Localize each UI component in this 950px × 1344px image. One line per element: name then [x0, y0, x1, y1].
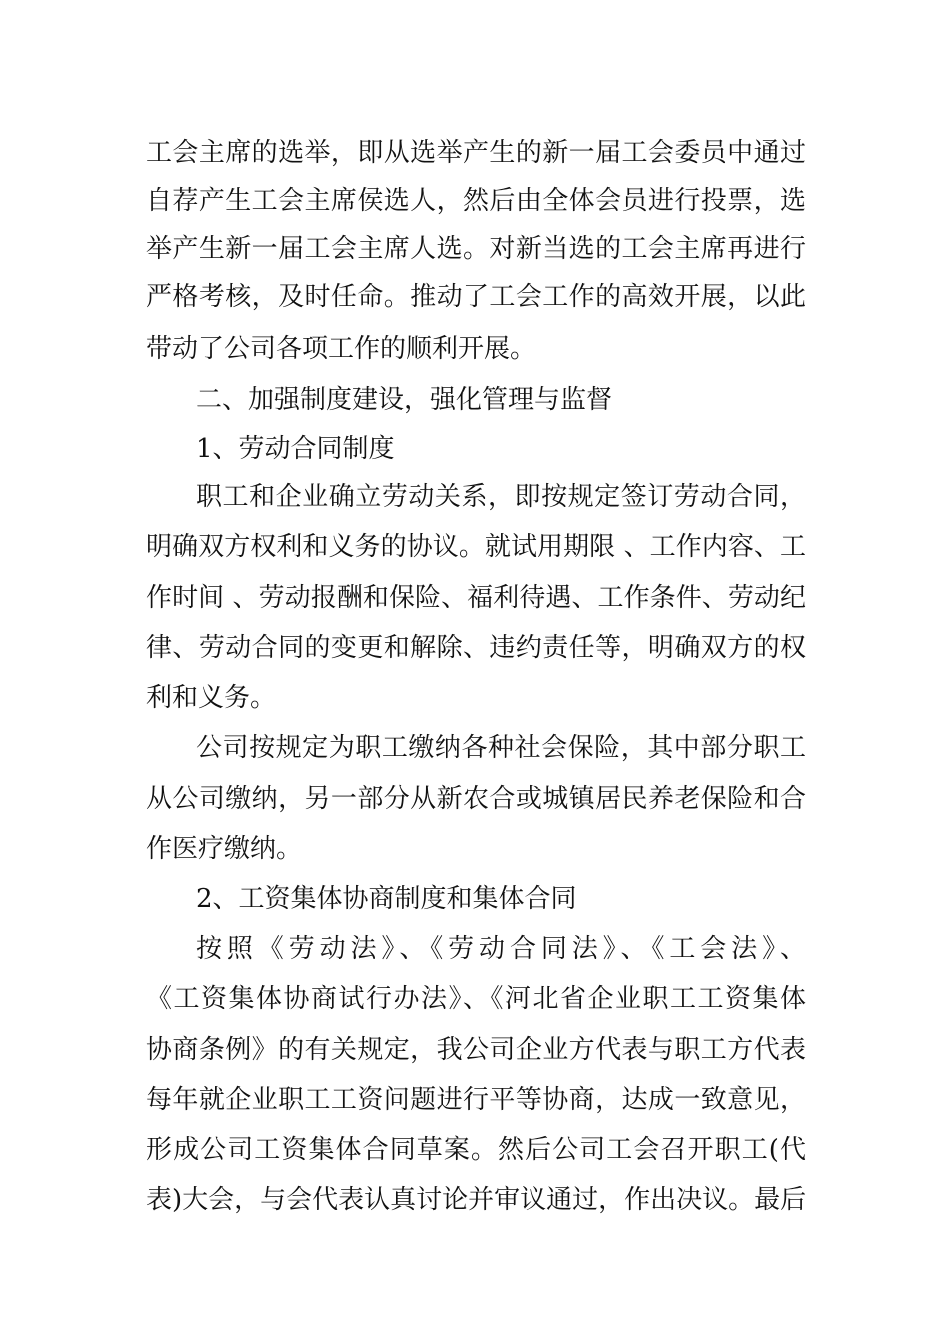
text-line: 表)大会，与会代表认真讨论并审议通过，作出决议。最后: [146, 1185, 806, 1215]
text-line: 作医疗缴纳。: [146, 834, 303, 864]
text-line: 按照《劳动法》、《劳动合同法》、《工会法》、: [196, 934, 806, 964]
text-line: 作时间 、劳动报酬和保险、福利待遇、工作条件、劳动纪: [146, 583, 806, 613]
text-line: 利和义务。: [146, 683, 277, 713]
text-line: 协商条例》的有关规定，我公司企业方代表与职工方代表: [146, 1035, 806, 1065]
text-line: 律、劳动合同的变更和解除、违约责任等，明确双方的权: [146, 633, 806, 663]
section-heading: 二、加强制度建设，强化管理与监督: [196, 385, 613, 415]
text-line: 从公司缴纳，另一部分从新农合或城镇居民养老保险和合: [146, 784, 806, 814]
text-line: 每年就企业职工工资问题进行平等协商，达成一致意见，: [146, 1085, 806, 1115]
text-line: 公司按规定为职工缴纳各种社会保险，其中部分职工: [196, 733, 806, 763]
text-line: 明确双方权利和义务的协议。就试用期限 、工作内容、工: [146, 532, 806, 562]
text-line: 形成公司工资集体合同草案。然后公司工会召开职工(代: [146, 1135, 806, 1165]
subsection-heading: 2、工资集体协商制度和集体合同: [196, 884, 577, 914]
text-line: 举产生新一届工会主席人选。对新当选的工会主席再进行: [146, 234, 806, 264]
text-line: 《工资集体协商试行办法》、《河北省企业职工工资集体: [146, 984, 806, 1014]
text-line: 自荐产生工会主席侯选人，然后由全体会员进行投票，选: [146, 186, 806, 216]
text-line: 工会主席的选举，即从选举产生的新一届工会委员中通过: [146, 138, 806, 168]
text-line: 严格考核，及时任命。推动了工会工作的高效开展，以此: [146, 282, 806, 312]
text-line: 职工和企业确立劳动关系，即按规定签订劳动合同，: [196, 482, 806, 512]
subsection-heading: 1、劳动合同制度: [196, 434, 395, 464]
text-line: 带动了公司各项工作的顺利开展。: [146, 334, 537, 364]
